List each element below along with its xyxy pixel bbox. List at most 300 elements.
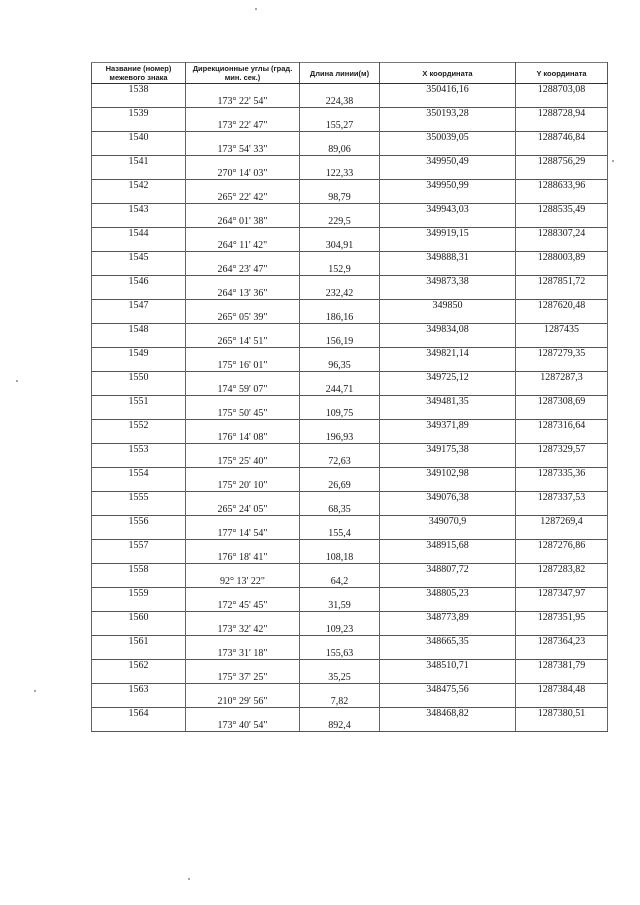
point-row [92, 372, 608, 384]
x-coordinate-cell: 349850 [380, 300, 516, 312]
point-row [92, 156, 608, 168]
empty-name-cell [92, 504, 186, 516]
empty-y-cell [516, 456, 608, 468]
direction-angle-cell: 264° 13' 36" [186, 288, 300, 300]
y-coordinate-cell: 1288756,29 [516, 156, 608, 168]
x-coordinate-cell: 349481,35 [380, 396, 516, 408]
table-header-row [92, 63, 608, 84]
x-coordinate-cell: 349950,49 [380, 156, 516, 168]
empty-angle-cell [186, 420, 300, 432]
line-length-cell: 155,63 [300, 648, 380, 660]
boundary-coordinates-table [91, 62, 608, 732]
x-coordinate-cell: 350039,05 [380, 132, 516, 144]
scan-speck [255, 8, 257, 10]
point-name-cell: 1553 [92, 444, 186, 456]
empty-name-cell [92, 120, 186, 132]
empty-length-cell [300, 468, 380, 480]
header-length: Длина линии(м) [300, 63, 380, 84]
empty-angle-cell [186, 156, 300, 168]
point-name-cell: 1539 [92, 108, 186, 120]
empty-x-cell [380, 552, 516, 564]
empty-name-cell [92, 144, 186, 156]
line-length-cell: 108,18 [300, 552, 380, 564]
x-coordinate-cell: 349175,38 [380, 444, 516, 456]
y-coordinate-cell: 1288307,24 [516, 228, 608, 240]
point-row [92, 636, 608, 648]
line-row [92, 648, 608, 660]
empty-y-cell [516, 192, 608, 204]
empty-x-cell [380, 456, 516, 468]
point-row [92, 228, 608, 240]
line-length-cell: 122,33 [300, 168, 380, 180]
empty-x-cell [380, 648, 516, 660]
empty-angle-cell [186, 540, 300, 552]
line-row [92, 144, 608, 156]
empty-name-cell [92, 168, 186, 180]
point-name-cell: 1543 [92, 204, 186, 216]
empty-y-cell [516, 528, 608, 540]
direction-angle-cell: 173° 54' 33" [186, 144, 300, 156]
line-length-cell: 155,27 [300, 120, 380, 132]
empty-length-cell [300, 180, 380, 192]
y-coordinate-cell: 1287381,79 [516, 660, 608, 672]
x-coordinate-cell: 349943,03 [380, 204, 516, 216]
empty-name-cell [92, 96, 186, 108]
y-coordinate-cell: 1288535,49 [516, 204, 608, 216]
line-row [92, 192, 608, 204]
y-coordinate-cell: 1287287,3 [516, 372, 608, 384]
empty-length-cell [300, 444, 380, 456]
x-coordinate-cell: 349725,12 [380, 372, 516, 384]
y-coordinate-cell: 1287851,72 [516, 276, 608, 288]
y-coordinate-cell: 1288003,89 [516, 252, 608, 264]
direction-angle-cell: 173° 22' 54" [186, 96, 300, 108]
point-row [92, 444, 608, 456]
empty-length-cell [300, 372, 380, 384]
empty-y-cell [516, 648, 608, 660]
empty-angle-cell [186, 228, 300, 240]
line-row [92, 504, 608, 516]
direction-angle-cell: 175° 37' 25" [186, 672, 300, 684]
empty-y-cell [516, 288, 608, 300]
y-coordinate-cell: 1288746,84 [516, 132, 608, 144]
point-name-cell: 1547 [92, 300, 186, 312]
empty-angle-cell [186, 492, 300, 504]
header-y: Y координата [516, 63, 608, 84]
point-name-cell: 1538 [92, 84, 186, 96]
direction-angle-cell: 177° 14' 54" [186, 528, 300, 540]
empty-x-cell [380, 96, 516, 108]
empty-angle-cell [186, 588, 300, 600]
line-length-cell: 232,42 [300, 288, 380, 300]
empty-y-cell [516, 216, 608, 228]
point-row [92, 276, 608, 288]
empty-y-cell [516, 360, 608, 372]
empty-angle-cell [186, 564, 300, 576]
line-row [92, 360, 608, 372]
empty-name-cell [92, 240, 186, 252]
x-coordinate-cell: 349102,98 [380, 468, 516, 480]
empty-x-cell [380, 576, 516, 588]
point-row [92, 252, 608, 264]
empty-length-cell [300, 228, 380, 240]
point-name-cell: 1542 [92, 180, 186, 192]
x-coordinate-cell: 348807,72 [380, 564, 516, 576]
empty-x-cell [380, 360, 516, 372]
point-row [92, 612, 608, 624]
point-name-cell: 1559 [92, 588, 186, 600]
point-name-cell: 1558 [92, 564, 186, 576]
point-row [92, 708, 608, 720]
empty-x-cell [380, 120, 516, 132]
point-row [92, 108, 608, 120]
x-coordinate-cell: 348475,56 [380, 684, 516, 696]
empty-angle-cell [186, 468, 300, 480]
x-coordinate-cell: 349076,38 [380, 492, 516, 504]
empty-angle-cell [186, 276, 300, 288]
line-length-cell: 304,91 [300, 240, 380, 252]
empty-length-cell [300, 132, 380, 144]
line-row [92, 168, 608, 180]
direction-angle-cell: 176° 18' 41" [186, 552, 300, 564]
empty-name-cell [92, 384, 186, 396]
empty-y-cell [516, 720, 608, 732]
y-coordinate-cell: 1288633,96 [516, 180, 608, 192]
y-coordinate-cell: 1287435 [516, 324, 608, 336]
direction-angle-cell: 265° 22' 42" [186, 192, 300, 204]
line-length-cell: 244,71 [300, 384, 380, 396]
line-row [92, 96, 608, 108]
empty-angle-cell [186, 708, 300, 720]
empty-angle-cell [186, 612, 300, 624]
direction-angle-cell: 265° 14' 51" [186, 336, 300, 348]
empty-length-cell [300, 708, 380, 720]
empty-name-cell [92, 264, 186, 276]
x-coordinate-cell: 349371,89 [380, 420, 516, 432]
y-coordinate-cell: 1287279,35 [516, 348, 608, 360]
point-name-cell: 1561 [92, 636, 186, 648]
line-row [92, 384, 608, 396]
line-length-cell: 155,4 [300, 528, 380, 540]
empty-x-cell [380, 240, 516, 252]
direction-angle-cell: 175° 50' 45" [186, 408, 300, 420]
point-row [92, 204, 608, 216]
line-row [92, 120, 608, 132]
empty-angle-cell [186, 180, 300, 192]
y-coordinate-cell: 1287316,64 [516, 420, 608, 432]
direction-angle-cell: 210° 29' 56" [186, 696, 300, 708]
line-row [92, 240, 608, 252]
empty-y-cell [516, 696, 608, 708]
scan-speck [34, 690, 36, 692]
point-row [92, 492, 608, 504]
x-coordinate-cell: 348773,89 [380, 612, 516, 624]
empty-name-cell [92, 576, 186, 588]
line-length-cell: 72,63 [300, 456, 380, 468]
point-name-cell: 1550 [92, 372, 186, 384]
direction-angle-cell: 265° 24' 05" [186, 504, 300, 516]
empty-name-cell [92, 456, 186, 468]
y-coordinate-cell: 1287347,97 [516, 588, 608, 600]
empty-angle-cell [186, 660, 300, 672]
empty-x-cell [380, 504, 516, 516]
line-row [92, 264, 608, 276]
y-coordinate-cell: 1287351,95 [516, 612, 608, 624]
scan-speck [612, 160, 614, 162]
empty-length-cell [300, 588, 380, 600]
empty-x-cell [380, 480, 516, 492]
empty-x-cell [380, 336, 516, 348]
empty-name-cell [92, 216, 186, 228]
x-coordinate-cell: 349873,38 [380, 276, 516, 288]
direction-angle-cell: 264° 01' 38" [186, 216, 300, 228]
empty-angle-cell [186, 444, 300, 456]
x-coordinate-cell: 348510,71 [380, 660, 516, 672]
empty-length-cell [300, 492, 380, 504]
empty-y-cell [516, 504, 608, 516]
line-length-cell: 26,69 [300, 480, 380, 492]
empty-length-cell [300, 420, 380, 432]
direction-angle-cell: 173° 31' 18" [186, 648, 300, 660]
y-coordinate-cell: 1287380,51 [516, 708, 608, 720]
empty-x-cell [380, 288, 516, 300]
direction-angle-cell: 92° 13' 22" [186, 576, 300, 588]
empty-length-cell [300, 660, 380, 672]
line-row [92, 624, 608, 636]
point-name-cell: 1546 [92, 276, 186, 288]
y-coordinate-cell: 1287269,4 [516, 516, 608, 528]
empty-y-cell [516, 144, 608, 156]
point-name-cell: 1551 [92, 396, 186, 408]
empty-angle-cell [186, 84, 300, 96]
empty-y-cell [516, 312, 608, 324]
empty-length-cell [300, 324, 380, 336]
empty-y-cell [516, 384, 608, 396]
point-row [92, 588, 608, 600]
point-row [92, 324, 608, 336]
empty-x-cell [380, 216, 516, 228]
empty-x-cell [380, 144, 516, 156]
y-coordinate-cell: 1288728,94 [516, 108, 608, 120]
point-row [92, 660, 608, 672]
empty-length-cell [300, 636, 380, 648]
empty-x-cell [380, 264, 516, 276]
scan-speck [188, 878, 190, 880]
empty-name-cell [92, 696, 186, 708]
empty-name-cell [92, 552, 186, 564]
empty-angle-cell [186, 108, 300, 120]
line-length-cell: 98,79 [300, 192, 380, 204]
point-row [92, 516, 608, 528]
line-length-cell: 64,2 [300, 576, 380, 588]
point-row [92, 396, 608, 408]
point-name-cell: 1545 [92, 252, 186, 264]
line-length-cell: 68,35 [300, 504, 380, 516]
line-length-cell: 96,35 [300, 360, 380, 372]
empty-x-cell [380, 720, 516, 732]
empty-y-cell [516, 624, 608, 636]
empty-angle-cell [186, 300, 300, 312]
empty-angle-cell [186, 204, 300, 216]
y-coordinate-cell: 1288703,08 [516, 84, 608, 96]
direction-angle-cell: 176° 14' 08" [186, 432, 300, 444]
empty-length-cell [300, 252, 380, 264]
x-coordinate-cell: 348805,23 [380, 588, 516, 600]
empty-x-cell [380, 672, 516, 684]
line-length-cell: 35,25 [300, 672, 380, 684]
direction-angle-cell: 264° 23' 47" [186, 264, 300, 276]
point-row [92, 564, 608, 576]
x-coordinate-cell: 348468,82 [380, 708, 516, 720]
header-angle: Дирекционные углы (град. мин. сек.) [186, 63, 300, 84]
line-row [92, 576, 608, 588]
line-length-cell: 31,59 [300, 600, 380, 612]
y-coordinate-cell: 1287620,48 [516, 300, 608, 312]
point-name-cell: 1563 [92, 684, 186, 696]
direction-angle-cell: 270° 14' 03" [186, 168, 300, 180]
empty-length-cell [300, 84, 380, 96]
empty-y-cell [516, 552, 608, 564]
direction-angle-cell: 174° 59' 07" [186, 384, 300, 396]
line-row [92, 672, 608, 684]
direction-angle-cell: 175° 25' 40" [186, 456, 300, 468]
empty-angle-cell [186, 372, 300, 384]
x-coordinate-cell: 349834,08 [380, 324, 516, 336]
direction-angle-cell: 172° 45' 45" [186, 600, 300, 612]
line-length-cell: 109,23 [300, 624, 380, 636]
line-row [92, 432, 608, 444]
empty-x-cell [380, 528, 516, 540]
y-coordinate-cell: 1287329,57 [516, 444, 608, 456]
line-length-cell: 196,93 [300, 432, 380, 444]
empty-y-cell [516, 168, 608, 180]
empty-length-cell [300, 300, 380, 312]
empty-y-cell [516, 264, 608, 276]
direction-angle-cell: 173° 22' 47" [186, 120, 300, 132]
direction-angle-cell: 175° 20' 10" [186, 480, 300, 492]
empty-length-cell [300, 684, 380, 696]
empty-length-cell [300, 108, 380, 120]
point-name-cell: 1548 [92, 324, 186, 336]
line-row [92, 312, 608, 324]
empty-length-cell [300, 564, 380, 576]
line-row [92, 216, 608, 228]
empty-y-cell [516, 408, 608, 420]
line-length-cell: 224,38 [300, 96, 380, 108]
line-row [92, 336, 608, 348]
empty-angle-cell [186, 516, 300, 528]
empty-x-cell [380, 312, 516, 324]
line-length-cell: 156,19 [300, 336, 380, 348]
point-name-cell: 1564 [92, 708, 186, 720]
empty-length-cell [300, 156, 380, 168]
empty-x-cell [380, 192, 516, 204]
line-row [92, 552, 608, 564]
y-coordinate-cell: 1287364,23 [516, 636, 608, 648]
header-x: X координата [380, 63, 516, 84]
empty-length-cell [300, 396, 380, 408]
point-row [92, 348, 608, 360]
empty-name-cell [92, 192, 186, 204]
point-row [92, 468, 608, 480]
empty-length-cell [300, 204, 380, 216]
empty-length-cell [300, 348, 380, 360]
x-coordinate-cell: 349821,14 [380, 348, 516, 360]
empty-y-cell [516, 576, 608, 588]
direction-angle-cell: 173° 40' 54" [186, 720, 300, 732]
x-coordinate-cell: 350416,16 [380, 84, 516, 96]
empty-length-cell [300, 276, 380, 288]
scan-speck [16, 380, 18, 382]
y-coordinate-cell: 1287276,86 [516, 540, 608, 552]
direction-angle-cell: 175° 16' 01" [186, 360, 300, 372]
empty-angle-cell [186, 396, 300, 408]
line-length-cell: 109,75 [300, 408, 380, 420]
line-row [92, 528, 608, 540]
empty-name-cell [92, 312, 186, 324]
empty-x-cell [380, 384, 516, 396]
line-length-cell: 7,82 [300, 696, 380, 708]
point-row [92, 84, 608, 96]
line-length-cell: 892,4 [300, 720, 380, 732]
empty-length-cell [300, 612, 380, 624]
x-coordinate-cell: 348915,68 [380, 540, 516, 552]
point-row [92, 300, 608, 312]
point-name-cell: 1549 [92, 348, 186, 360]
empty-name-cell [92, 360, 186, 372]
x-coordinate-cell: 349919,15 [380, 228, 516, 240]
line-row [92, 480, 608, 492]
empty-x-cell [380, 168, 516, 180]
point-name-cell: 1557 [92, 540, 186, 552]
point-name-cell: 1560 [92, 612, 186, 624]
direction-angle-cell: 264° 11' 42" [186, 240, 300, 252]
empty-angle-cell [186, 636, 300, 648]
empty-x-cell [380, 408, 516, 420]
empty-x-cell [380, 624, 516, 636]
point-row [92, 180, 608, 192]
empty-name-cell [92, 480, 186, 492]
y-coordinate-cell: 1287384,48 [516, 684, 608, 696]
point-name-cell: 1562 [92, 660, 186, 672]
y-coordinate-cell: 1287337,53 [516, 492, 608, 504]
direction-angle-cell: 173° 32' 42" [186, 624, 300, 636]
empty-x-cell [380, 696, 516, 708]
line-row [92, 696, 608, 708]
point-row [92, 132, 608, 144]
x-coordinate-cell: 349950,99 [380, 180, 516, 192]
empty-name-cell [92, 672, 186, 684]
line-row [92, 600, 608, 612]
empty-angle-cell [186, 684, 300, 696]
line-row [92, 288, 608, 300]
y-coordinate-cell: 1287283,82 [516, 564, 608, 576]
empty-x-cell [380, 600, 516, 612]
point-name-cell: 1556 [92, 516, 186, 528]
empty-y-cell [516, 96, 608, 108]
point-name-cell: 1544 [92, 228, 186, 240]
point-name-cell: 1555 [92, 492, 186, 504]
table-body [92, 84, 608, 732]
x-coordinate-cell: 348665,35 [380, 636, 516, 648]
empty-y-cell [516, 432, 608, 444]
line-length-cell: 152,9 [300, 264, 380, 276]
direction-angle-cell: 265° 05' 39" [186, 312, 300, 324]
empty-x-cell [380, 432, 516, 444]
empty-name-cell [92, 720, 186, 732]
line-row [92, 456, 608, 468]
y-coordinate-cell: 1287335,36 [516, 468, 608, 480]
